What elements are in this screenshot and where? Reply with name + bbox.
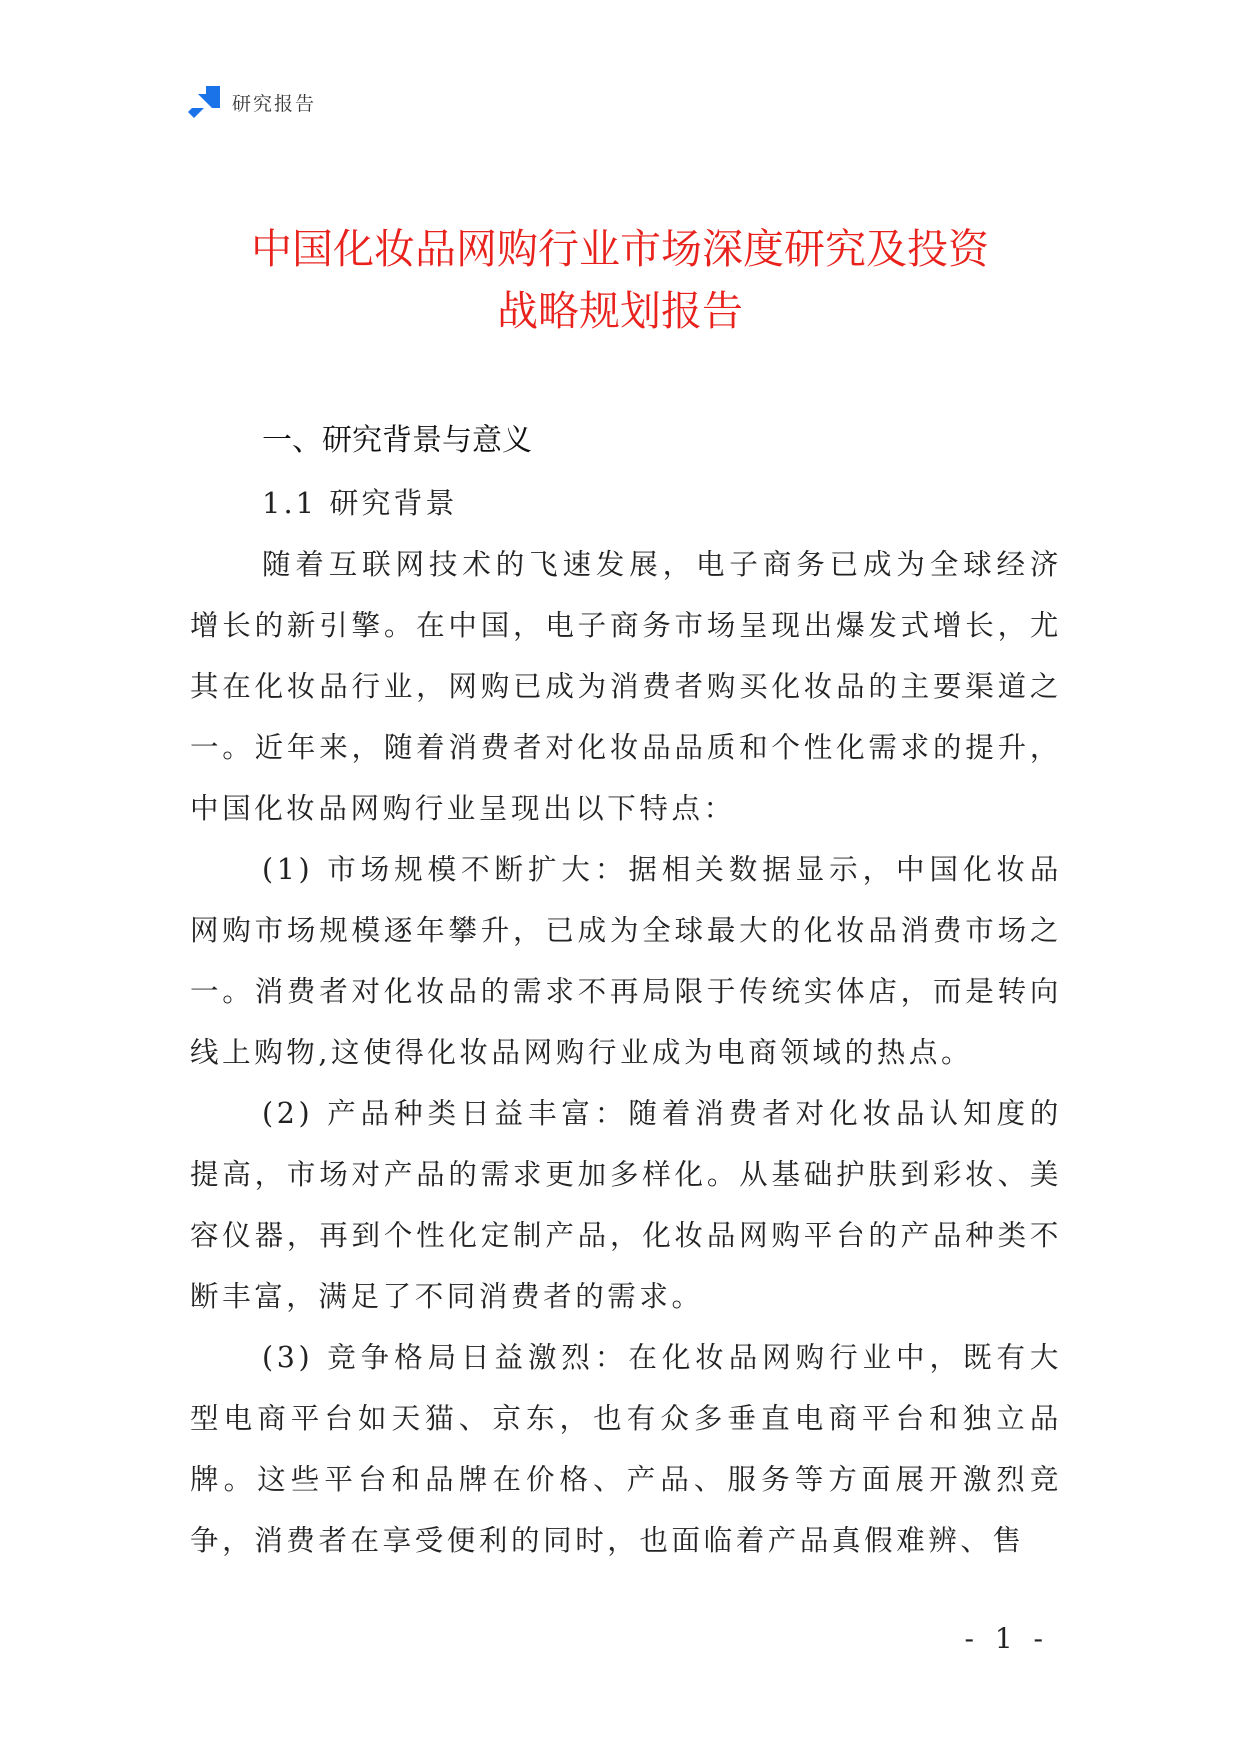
arrow-up-right-logo-icon xyxy=(188,86,220,118)
title-line-2: 战略规划报告 xyxy=(497,287,743,335)
report-body xyxy=(190,410,1062,1571)
header-label: 研究报告 xyxy=(232,92,317,115)
report-header xyxy=(188,86,316,118)
section-heading: 一、研究背景与意义 xyxy=(262,423,532,458)
paragraph-point-2: (2) 产品种类日益丰富：随着消费者对化妆品认知度的提高，市场对产品的需求更加多样化。从基础护肤到彩妆、美容仪器，再到个性化定制产品，化妆品网购平台的产品种类不断丰富，满足了不同消费者的需求。 xyxy=(190,1097,1062,1313)
paragraph-intro: 随着互联网技术的飞速发展，电子商务已成为全球经济增长的新引擎。在中国，电子商务市场呈现出爆发式增长，尤其在化妆品行业，网购已成为消费者购买化妆品的主要渠道之一。近年来，随着消费者对化妆品品质和个性化需求的提升，中国化妆品网购行业呈现出以下特点： xyxy=(190,548,1062,825)
paragraph-point-3: (3) 竞争格局日益激烈：在化妆品网购行业中，既有大型电商平台如天猫、京东，也有众多垂直电商平台和独立品牌。这些平台和品牌在价格、产品、服务等方面展开激烈竞争，消费者在享受便利的同时，也面临着产品真假难辨、售 xyxy=(190,1341,1062,1557)
report-title xyxy=(150,218,1090,342)
subsection-heading: 1.1 研究背景 xyxy=(262,486,458,520)
title-line-1: 中国化妆品网购行业市场深度研究及投资 xyxy=(251,225,989,273)
page-number: - 1 - xyxy=(964,1622,1049,1655)
paragraph-point-1: (1) 市场规模不断扩大：据相关数据显示，中国化妆品网购市场规模逐年攀升，已成为全球最大的化妆品消费市场之一。消费者对化妆品的需求不再局限于传统实体店，而是转向线上购物,这使得化妆品网购行业成为电商领域的热点。 xyxy=(190,853,1062,1069)
